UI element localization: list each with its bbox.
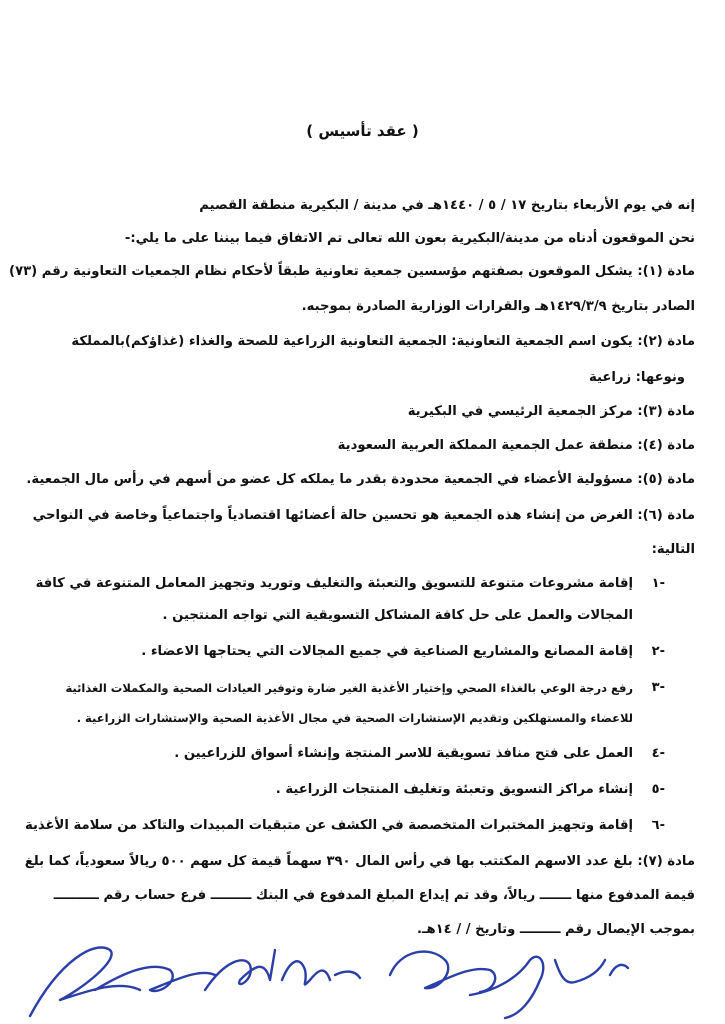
article-4: مادة (٤): منطقة عمل الجمعية المملكة العربية السعودية xyxy=(337,438,695,453)
article-7-line-3: بموجب الإيصال رقم ـــــــــ وتاريخ / / ١٤هـ. xyxy=(416,922,695,937)
item-number: -٤ xyxy=(651,746,665,761)
item-number: -٣ xyxy=(651,680,665,695)
article-3: مادة (٣): مركز الجمعية الرئيسي في البكيرية xyxy=(407,404,695,419)
article-7-line-2: قيمة المدفوع منها ـــــــ ريالاً، وقد تم إيداع المبلغ المدفوع في البنك ـــــــــ فرع حساب رقم ــــــــــ xyxy=(53,888,695,903)
item-3-line-2: للاعضاء والمستهلكين وتقديم الإستشارات الصحية في مجال الأغذية الصحية والإستشارات الزراعية . xyxy=(76,711,633,725)
item-number: -٥ xyxy=(651,782,665,797)
article-2-line-1: مادة (٢): يكون اسم الجمعية التعاونية: الجمعية التعاونية الزراعية للصحة والغذاء (غذاؤكم)بالمملكة xyxy=(71,334,695,349)
item-number: -١ xyxy=(651,576,665,591)
signature-stroke xyxy=(30,948,140,1016)
item-1-line-1: إقامة مشروعات متنوعة للتسويق والتعبئة والتغليف وتوريد وتجهيز المعامل المتنوعة في كافة xyxy=(35,576,633,591)
item-4-line-1: العمل على فتح منافذ تسويقية للاسر المنتجة وإنشاء أسواق للزراعيين . xyxy=(174,746,633,761)
signature-stroke xyxy=(390,952,495,992)
intro-line-2: نحن الموقعون أدناه من مدينة/البكيرية بعون الله تعالى تم الاتفاق فيما بيننا على ما يلي:- xyxy=(124,231,695,246)
signature-stroke xyxy=(555,960,605,983)
article-1-line-1: مادة (١): يشكل الموقعون بصفتهم مؤسسين جمعية تعاونية طبقاً لأحكام نظام الجمعيات التعاونية رقم (٧٣) xyxy=(9,264,695,279)
item-2-line-1: إقامة المصانع والمشاريع الصناعية في جميع المجالات التي يحتاجها الاعضاء . xyxy=(141,644,633,659)
item-3-line-1: رفع درجة الوعي بالغذاء الصحي وإختيار الأغذية الغير ضارة وتوفير العيادات الصحية والمكملات الغذائية xyxy=(65,681,633,695)
item-number: -٦ xyxy=(651,818,665,833)
article-2-line-2: ونوعها: زراعية xyxy=(588,370,685,385)
item-6-line-1: إقامة وتجهيز المختبرات المتخصصة في الكشف عن متبقيات المبيدات والتاكد من سلامة الأغذية xyxy=(24,818,633,833)
article-1-line-2: الصادر بتاريخ ١٤٢٩/٣/٩هـ والقرارات الوزارية الصادرة بموجبه. xyxy=(301,299,695,314)
article-5: مادة (٥): مسؤولية الأعضاء في الجمعية محدودة بقدر ما يملكه كل عضو من أسهم في رأس مال الجمعية. xyxy=(26,472,695,487)
signature-scribble xyxy=(0,920,725,1024)
signature-stroke xyxy=(335,972,360,978)
document-title: ( عقد تأسيس ) xyxy=(306,122,419,140)
signature-stroke xyxy=(610,965,628,975)
article-6-line-1: مادة (٦): الغرض من إنشاء هذه الجمعية هو تحسين حالة أعضائها اقتصادياً واجتماعياً وخاصة في النواحي xyxy=(32,508,695,523)
item-5-line-1: إنشاء مراكز التسويق وتعبئة وتغليف المنتجات الزراعية . xyxy=(275,782,633,797)
signature-stroke xyxy=(282,961,330,984)
article-7-line-1: مادة (٧): بلغ عدد الاسهم المكتتب بها في رأس المال ٣٩٠ سهماً قيمة كل سهم ٥٠٠ ريالاً سعودياً، كما بلغ xyxy=(24,854,695,869)
item-1-line-2: المجالات والعمل على حل كافة المشاكل التسويقية التي تواجه المنتجين . xyxy=(162,608,633,623)
signature-stroke xyxy=(470,957,543,1018)
signature-stroke xyxy=(205,950,275,990)
article-6-line-2: التالية: xyxy=(651,542,695,557)
intro-line-1: إنه في يوم الأربعاء بتاريخ ١٧ / ٥ / ١٤٤٠هـ في مدينة / البكيرية منطقة القصيم xyxy=(199,198,695,213)
item-number: -٢ xyxy=(651,644,665,659)
